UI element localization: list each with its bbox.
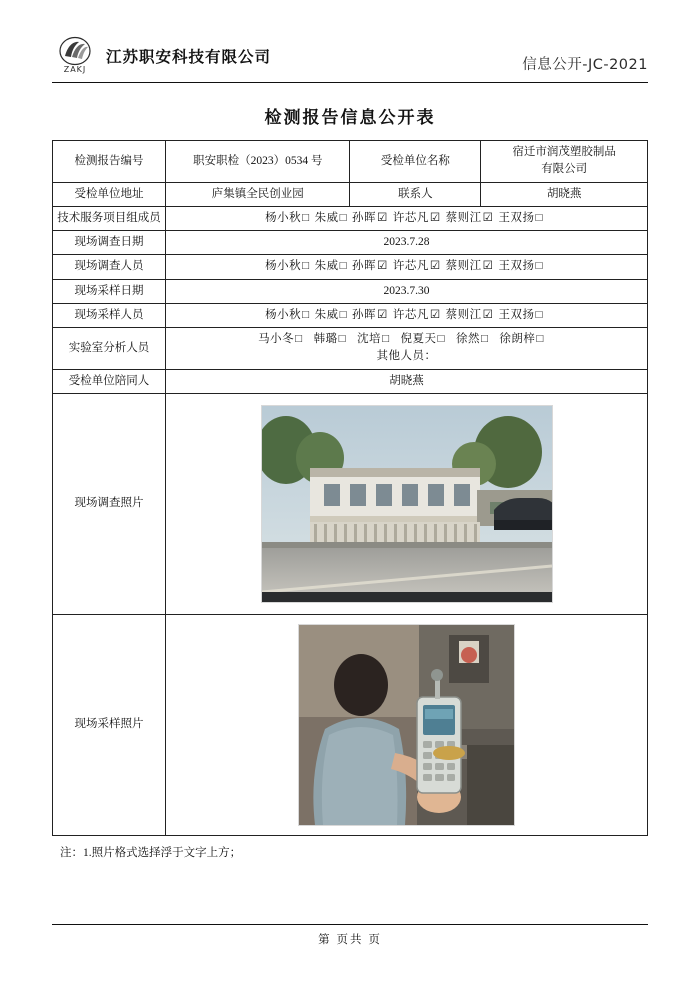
- survey-date-value: 2023.7.28: [166, 231, 648, 255]
- staff-checkbox-item[interactable]: [498, 260, 543, 272]
- staff-name: 朱威: [314, 211, 339, 224]
- checkbox-checked-icon[interactable]: ☑: [482, 211, 494, 224]
- checkbox-unchecked-icon[interactable]: □: [338, 333, 347, 345]
- staff-name: 徐然: [455, 333, 480, 345]
- survey-photo-cell: [166, 393, 648, 614]
- staff-checkbox-item[interactable]: [265, 260, 310, 272]
- staff-name: 王双扬: [498, 260, 535, 273]
- staff-checkbox-item[interactable]: [456, 333, 489, 345]
- checkbox-unchecked-icon[interactable]: □: [302, 260, 310, 273]
- staff-name: 蔡则江: [445, 260, 482, 273]
- staff-checkbox-item[interactable]: [265, 309, 310, 321]
- staff-checkbox-item[interactable]: [357, 333, 390, 345]
- accompany-value: 胡晓燕: [166, 369, 648, 393]
- staff-name: 徐朗梓: [499, 333, 536, 345]
- table-row: [53, 141, 648, 183]
- table-row-sampling-photo: [53, 614, 648, 835]
- staff-checkbox-item[interactable]: [393, 260, 442, 272]
- staff-list-3: [265, 309, 548, 321]
- sampling-photo-image: [298, 624, 515, 826]
- staff-name: 王双扬: [498, 211, 535, 224]
- survey-photo-image: [261, 405, 553, 603]
- address-value: 庐集镇全民创业园: [166, 182, 350, 206]
- staff-name: 孙晖: [352, 260, 377, 273]
- staff-name: 马小冬: [258, 333, 295, 345]
- accompany-label: 受检单位陪同人: [53, 369, 166, 393]
- staff-checkbox-item[interactable]: [315, 260, 348, 272]
- sampling-staff-label: 现场采样人员: [53, 303, 166, 327]
- lab-staff-label: 实验室分析人员: [53, 328, 166, 370]
- document-code: 信息公开-JC-2021: [522, 57, 648, 73]
- lab-staff-checkboxes: [166, 328, 648, 370]
- checkbox-unchecked-icon[interactable]: □: [536, 333, 544, 345]
- survey-photo-label: 现场调查照片: [53, 393, 166, 614]
- table-row: [53, 303, 648, 327]
- staff-name: 孙晖: [352, 211, 377, 224]
- client-value: [481, 141, 648, 183]
- sampling-photo-cell: [166, 614, 648, 835]
- page-title: 检测报告信息公开表: [264, 108, 436, 128]
- staff-name: 倪夏天: [400, 333, 437, 345]
- svg-text:ZAKJ: ZAKJ: [63, 65, 87, 74]
- survey-date-label: 现场调查日期: [53, 231, 166, 255]
- staff-name: 许芯凡: [392, 308, 429, 321]
- staff-checkbox-item[interactable]: [446, 212, 495, 224]
- staff-checkbox-item[interactable]: [499, 333, 544, 345]
- table-row-survey-photo: [53, 393, 648, 614]
- report-no-value: 职安职检（2023）0534 号: [166, 141, 350, 183]
- checkbox-unchecked-icon[interactable]: □: [339, 260, 348, 273]
- staff-list-1: [265, 212, 548, 224]
- staff-checkbox-item[interactable]: [393, 212, 442, 224]
- contact-label: 联系人: [350, 182, 481, 206]
- survey-staff-label: 现场调查人员: [53, 255, 166, 279]
- checkbox-unchecked-icon[interactable]: □: [339, 308, 348, 321]
- team-members-checkboxes: [166, 206, 648, 230]
- sampling-date-value: 2023.7.30: [166, 279, 648, 303]
- staff-name: 许芯凡: [392, 211, 429, 224]
- staff-checkbox-item[interactable]: [314, 333, 347, 345]
- checkbox-checked-icon[interactable]: ☑: [429, 308, 441, 321]
- page-footer: 第 页共 页: [52, 924, 648, 947]
- staff-checkbox-item[interactable]: [401, 333, 446, 345]
- lab-staff-others: 其他人员：: [376, 350, 437, 363]
- staff-name: 杨小秋: [265, 308, 302, 321]
- checkbox-unchecked-icon[interactable]: □: [535, 260, 543, 273]
- staff-name: 王双扬: [498, 308, 535, 321]
- checkbox-checked-icon[interactable]: ☑: [377, 308, 388, 321]
- address-label: 受检单位地址: [53, 182, 166, 206]
- checkbox-checked-icon[interactable]: ☑: [429, 260, 441, 273]
- checkbox-unchecked-icon[interactable]: □: [382, 333, 390, 345]
- checkbox-checked-icon[interactable]: ☑: [482, 308, 494, 321]
- report-no-label: 检测报告编号: [53, 141, 166, 183]
- staff-name: 朱威: [314, 308, 339, 321]
- staff-name: 孙晖: [352, 308, 377, 321]
- table-row: [53, 328, 648, 370]
- checkbox-unchecked-icon[interactable]: □: [295, 333, 303, 345]
- checkbox-unchecked-icon[interactable]: □: [339, 211, 348, 224]
- staff-name: 杨小秋: [265, 211, 302, 224]
- checkbox-unchecked-icon[interactable]: □: [302, 211, 310, 224]
- staff-checkbox-item[interactable]: [258, 333, 303, 345]
- staff-name: 许芯凡: [392, 260, 429, 273]
- table-row: [53, 255, 648, 279]
- checkbox-checked-icon[interactable]: ☑: [482, 260, 494, 273]
- checkbox-checked-icon[interactable]: ☑: [429, 211, 441, 224]
- staff-checkbox-item[interactable]: [315, 309, 348, 321]
- checkbox-unchecked-icon[interactable]: □: [437, 333, 445, 345]
- client-value-line2: 有限公司: [541, 163, 588, 176]
- staff-name: 蔡则江: [445, 211, 482, 224]
- staff-name: 朱威: [314, 260, 339, 273]
- staff-name: 韩璐: [313, 333, 338, 345]
- staff-checkbox-item[interactable]: [352, 260, 389, 272]
- staff-checkbox-item[interactable]: [446, 309, 495, 321]
- checkbox-unchecked-icon[interactable]: □: [480, 333, 489, 345]
- company-name: 江苏职安科技有限公司: [106, 47, 272, 66]
- checkbox-unchecked-icon[interactable]: □: [302, 308, 310, 321]
- report-info-table: [52, 140, 648, 836]
- company-logo-icon: [52, 36, 98, 76]
- staff-checkbox-item[interactable]: [352, 309, 389, 321]
- staff-checkbox-item[interactable]: [498, 212, 543, 224]
- table-row: [53, 206, 648, 230]
- staff-checkbox-item[interactable]: [498, 309, 543, 321]
- contact-value: 胡晓燕: [481, 182, 648, 206]
- checkbox-checked-icon[interactable]: ☑: [377, 260, 388, 273]
- staff-checkbox-item[interactable]: [352, 212, 389, 224]
- header-left: [52, 36, 271, 76]
- team-label: 技术服务项目组成员: [53, 206, 166, 230]
- lab-staff-list: [170, 331, 643, 348]
- table-row: [53, 231, 648, 255]
- document-header: [52, 28, 648, 83]
- table-note: 注：1.照片格式选择浮于文字上方；: [60, 846, 242, 859]
- checkbox-unchecked-icon[interactable]: □: [535, 211, 543, 224]
- sampling-staff-checkboxes: [166, 303, 648, 327]
- table-row: [53, 279, 648, 303]
- checkbox-checked-icon[interactable]: ☑: [377, 211, 388, 224]
- checkbox-unchecked-icon[interactable]: □: [535, 308, 543, 321]
- client-label: 受检单位名称: [350, 141, 481, 183]
- survey-staff-checkboxes: [166, 255, 648, 279]
- staff-name: 蔡则江: [445, 308, 482, 321]
- staff-name: 沈培: [357, 333, 382, 345]
- staff-checkbox-item[interactable]: [393, 309, 442, 321]
- staff-checkbox-item[interactable]: [315, 212, 348, 224]
- staff-checkbox-item[interactable]: [446, 260, 495, 272]
- table-row: [53, 369, 648, 393]
- sampling-date-label: 现场采样日期: [53, 279, 166, 303]
- staff-checkbox-item[interactable]: [265, 212, 310, 224]
- staff-name: 杨小秋: [265, 260, 302, 273]
- staff-list-2: [265, 260, 548, 272]
- table-row: [53, 182, 648, 206]
- client-value-line1: 宿迁市润茂塑胶制品: [512, 146, 616, 158]
- sampling-photo-label: 现场采样照片: [53, 614, 166, 835]
